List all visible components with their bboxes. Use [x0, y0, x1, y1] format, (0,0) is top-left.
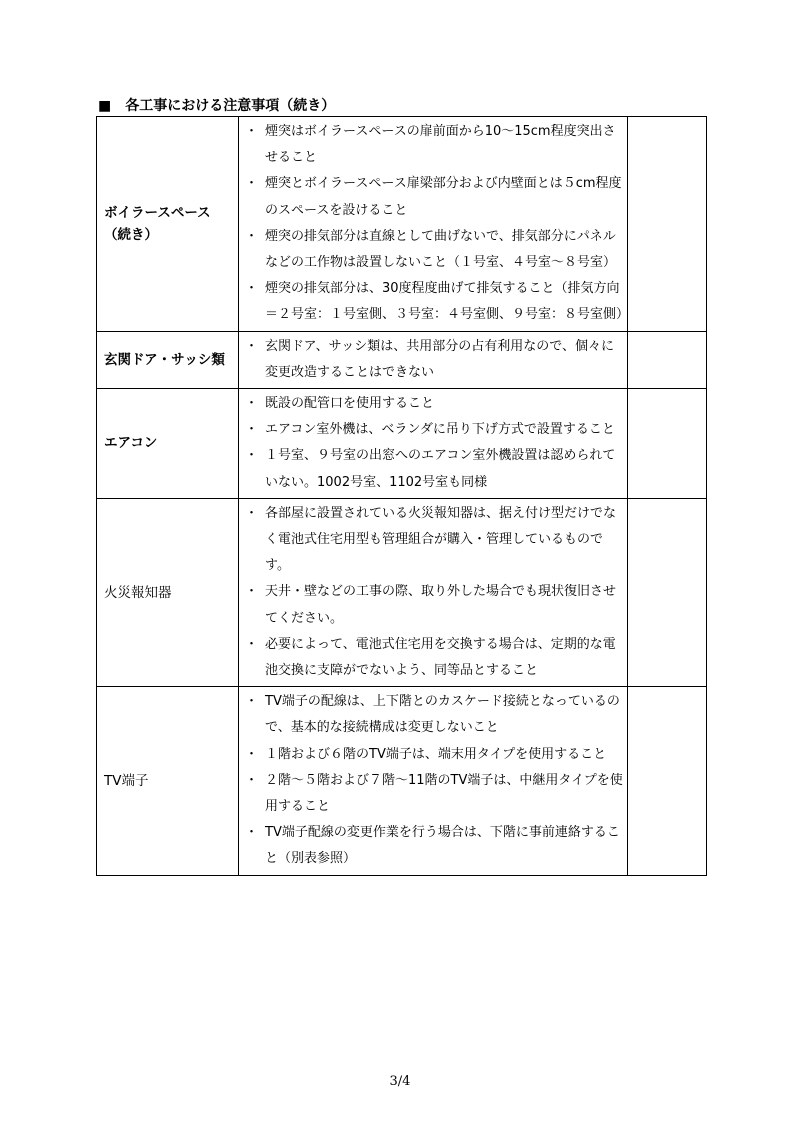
bullet-icon: ・ [245, 124, 259, 139]
items-cell [239, 498, 628, 686]
check-cell [628, 331, 707, 388]
table-row [97, 331, 707, 388]
category-cell: エアコン [97, 389, 239, 499]
check-cell [628, 389, 707, 499]
bullet-icon: ・ [245, 746, 259, 762]
list-item [245, 417, 623, 443]
item-text: 既設の配管口を使用すること [265, 396, 435, 412]
check-cell [628, 117, 707, 332]
bullet-icon: ・ [245, 694, 259, 710]
bullet-icon: ・ [245, 396, 259, 412]
bullet-icon: ・ [245, 636, 259, 652]
item-text: 玄関ドア、サッシ類は、共用部分の占有利用なので、個々に変更改造することはできない [265, 338, 615, 380]
category-cell: TV端子 [97, 687, 239, 875]
section-heading: ■ 各工事における注意事項（続き） [98, 98, 336, 114]
list-item [245, 224, 623, 276]
item-text: １号室、９号室の出窓へのエアコン室外機設置は認められていない。1002号室、1102号室も同様 [265, 448, 616, 490]
items-cell [239, 389, 628, 499]
check-cell [628, 498, 707, 686]
list-item [245, 171, 623, 223]
items-cell [239, 687, 628, 875]
item-text: ２階～５階および７階～11階のTV端子は、中継用タイプを使用すること [265, 772, 623, 815]
bullet-icon: ・ [245, 448, 259, 464]
table-row [97, 687, 707, 875]
list-item [245, 501, 623, 580]
item-text: 必要によって、電池式住宅用を交換する場合は、定期的な電池交換に支障がでないよう、同等品とすること [265, 636, 616, 679]
bullet-icon: ・ [245, 422, 259, 438]
check-cell [628, 687, 707, 875]
category-cell [97, 117, 239, 332]
list-item [245, 742, 623, 768]
list-item [245, 119, 623, 171]
bullet-icon: ・ [245, 176, 259, 192]
table-row [97, 498, 707, 686]
bullet-icon: ・ [245, 281, 259, 297]
bullet-icon: ・ [245, 505, 259, 521]
item-text: 煙突はボイラースペースの扉前面から10～15cm程度突出させること [265, 124, 616, 166]
bullet-icon: ・ [245, 825, 259, 841]
table-row [97, 389, 707, 499]
list-item [245, 276, 630, 328]
construction-notes-table [96, 116, 707, 876]
list-item [245, 632, 623, 684]
items-cell [239, 117, 628, 332]
category-cell: 火災報知器 [97, 498, 239, 686]
item-text: １階および６階のTV端子は、端末用タイプを使用すること [265, 746, 607, 762]
bullet-icon: ・ [245, 228, 259, 244]
list-item [245, 689, 623, 741]
item-text: 各部屋に設置されている火災報知器は、据え付け型だけでなく電池式住宅用型も管理組合が購入・管理しているものです。 [265, 505, 617, 574]
bullet-icon: ・ [245, 772, 259, 788]
item-text: TV端子配線の変更作業を行う場合は、下階に事前連絡すること（別表参照） [265, 825, 620, 867]
category-label: ボイラースペース（続き） [104, 204, 211, 243]
list-item [245, 579, 623, 631]
page-number: 3/4 [389, 1074, 411, 1089]
bullet-icon: ・ [245, 584, 259, 600]
item-text: 煙突の排気部分は、30度程度曲げて排気すること（排気方向＝２号室：１号室側、３号室：４号室側、９号室：８号室側） [265, 281, 630, 323]
item-text: TV端子の配線は、上下階とのカスケード接続となっているので、基本的な接続構成は変更しないこと [265, 694, 620, 736]
table-row [97, 117, 707, 332]
item-text: エアコン室外機は、ベランダに吊り下げ方式で設置すること [265, 422, 615, 438]
category-cell: 玄関ドア・サッシ類 [97, 331, 239, 388]
list-item [245, 391, 623, 417]
item-text: 天井・壁などの工事の際、取り外した場合でも現状復旧させてください。 [265, 584, 617, 626]
list-item [245, 334, 623, 386]
list-item [245, 768, 623, 820]
items-cell [239, 331, 628, 388]
item-text: 煙突とボイラースペース扉梁部分および内壁面とは５cm程度のスペースを設けること [265, 176, 622, 218]
list-item [245, 443, 623, 495]
item-text: 煙突の排気部分は直線として曲げないで、排気部分にパネルなどの工作物は設置しないこと（１号室、４号室～８号室） [265, 228, 617, 271]
list-item [245, 820, 623, 872]
bullet-icon: ・ [245, 338, 259, 354]
